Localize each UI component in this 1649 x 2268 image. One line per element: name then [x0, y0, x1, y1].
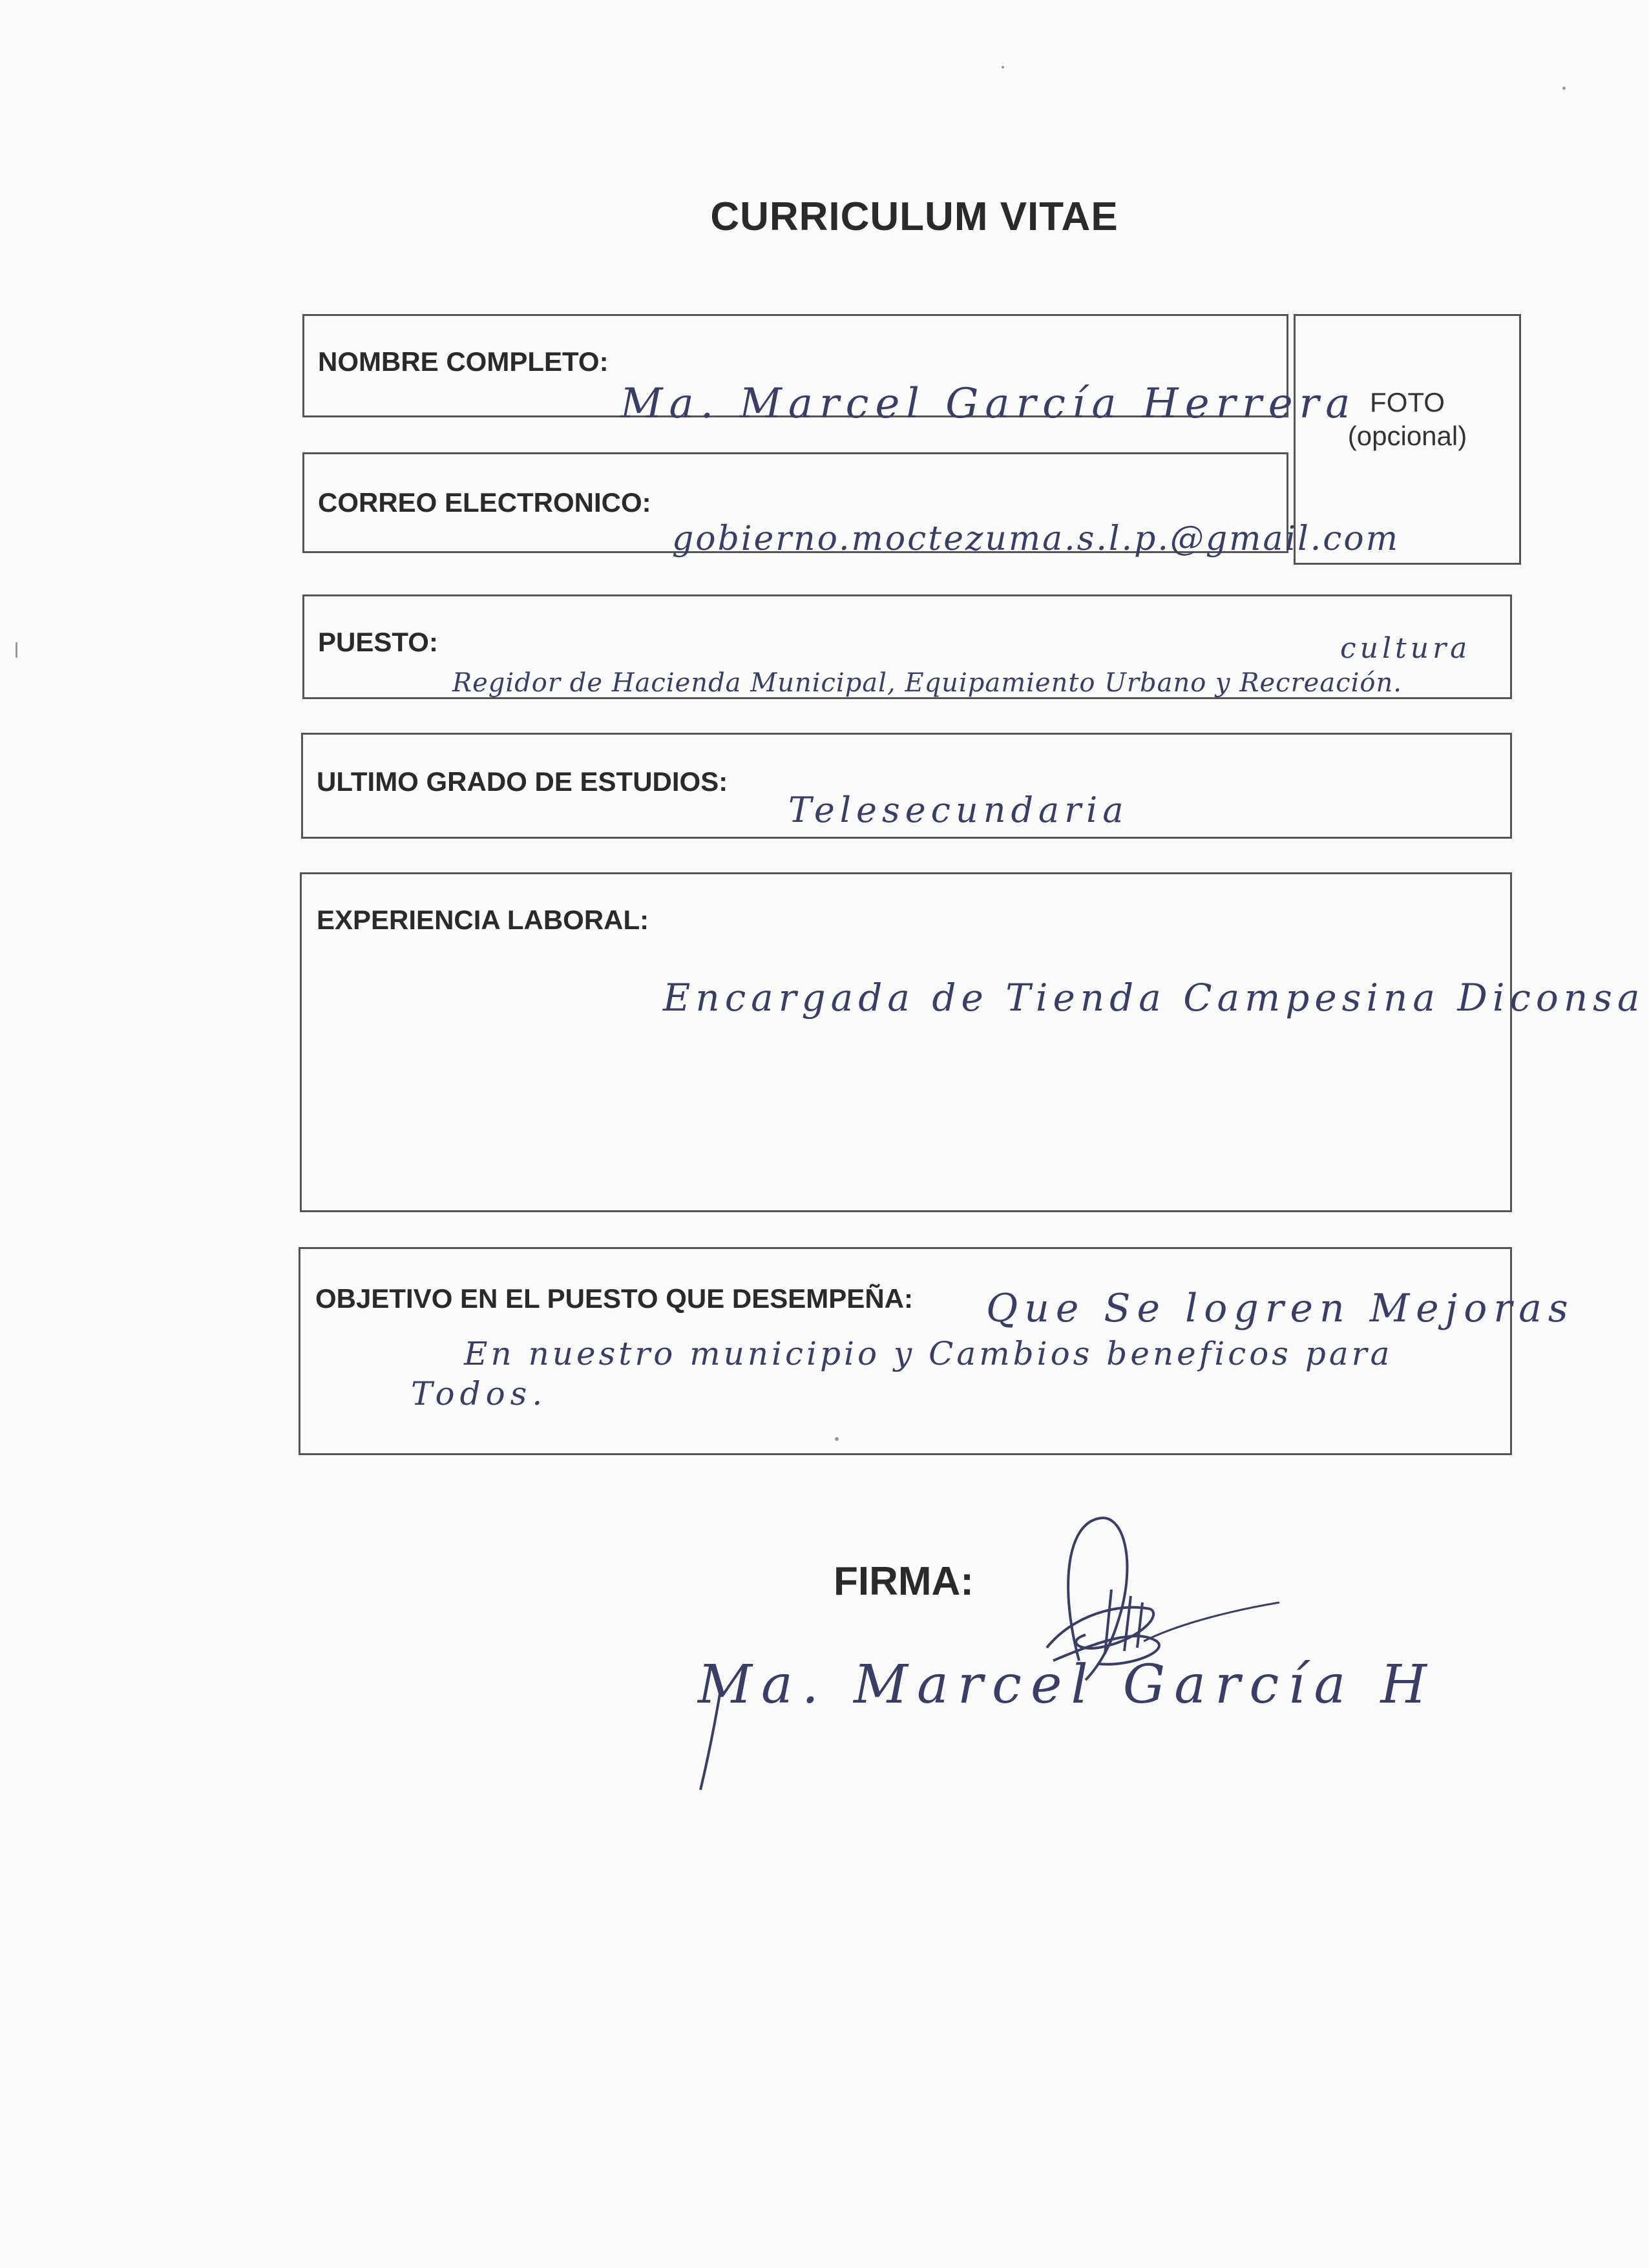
- objetivo-line-3: Todos.: [411, 1375, 548, 1412]
- page-title: CURRICULUM VITAE: [710, 194, 1119, 239]
- objetivo-line-2: En nuestro municipio y Cambios beneficos para: [464, 1335, 1393, 1372]
- firma-label: FIRMA:: [834, 1559, 974, 1604]
- scan-speck: [835, 1437, 839, 1441]
- estudios-value: Telesecundaria: [788, 790, 1129, 830]
- puesto-value-extra: cultura: [1340, 632, 1471, 665]
- puesto-label: PUESTO:: [318, 627, 438, 657]
- scan-speck: [16, 642, 17, 658]
- signature-stroke: [695, 1680, 734, 1796]
- photo-label: FOTO: [1370, 387, 1445, 417]
- puesto-value: Regidor de Hacienda Municipal, Equipamiento Urbano y Recreación.: [452, 668, 1402, 698]
- estudios-label: ULTIMO GRADO DE ESTUDIOS:: [317, 766, 728, 797]
- firma-name: Ma. Marcel García H: [698, 1654, 1436, 1716]
- nombre-label: NOMBRE COMPLETO:: [318, 346, 609, 377]
- experiencia-value: Encargada de Tienda Campesina Diconsa: [663, 976, 1645, 1020]
- nombre-value: Ma. Marcel García Herrera: [620, 380, 1357, 428]
- correo-value: gobierno.moctezuma.s.l.p.@gmail.com: [672, 520, 1400, 558]
- scan-speck: [1562, 87, 1566, 90]
- correo-label: CORREO ELECTRONICO:: [318, 487, 651, 518]
- photo-optional-label: (opcional): [1347, 421, 1467, 451]
- scan-speck: [1002, 66, 1004, 68]
- objetivo-line-1: Que Se logren Mejoras: [986, 1286, 1575, 1331]
- objetivo-label: OBJETIVO EN EL PUESTO QUE DESEMPEÑA:: [315, 1283, 913, 1314]
- experiencia-label: EXPERIENCIA LABORAL:: [317, 905, 649, 935]
